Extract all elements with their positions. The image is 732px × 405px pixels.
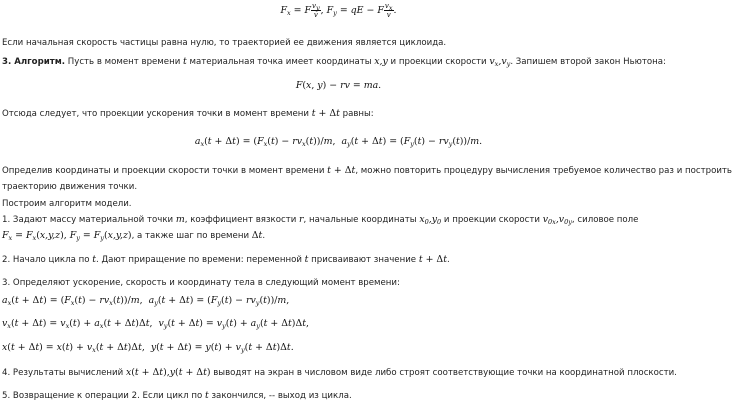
paragraph-repeat-cont: траекторию движения точки. <box>2 182 138 192</box>
paragraph-repeat: Определив координаты и проекции скорости точки в момент времени t + Δt, можно повторить процедуру вычисления требуемое количество раз и построить <box>2 165 732 176</box>
step-5: 5. Возвращение к операции 2. Если цикл по t закончился, -- выход из цикла. <box>2 390 352 401</box>
step-3: 3. Определяют ускорение, скорость и координату тела в следующий момент времени: <box>2 278 400 288</box>
paragraph-model: Построим алгоритм модели. <box>2 199 132 209</box>
formula-acceleration: $a_x(t + \Delta t) = (F_x(t) - rv_x(t))/m$, $a_y(t + \Delta t) = (F_y(t) - rv_y(t))/m$. <box>194 136 483 148</box>
algorithm-title: 3. Алгоритм. <box>2 57 66 67</box>
formula-newton: F(x, y) − rv = ma. <box>295 80 382 91</box>
step-4: 4. Результаты вычислений x(t + Δt),y(t + Δt) выводят на экран в числовом виде либо строят соответствующие точки на координатной плоскости. <box>2 367 677 378</box>
formula-step3-position: $x(t + \Delta t) = x(t) + v_x(t + \Delta t)\Delta t$, $y(t + \Delta t) = y(t) + v_y(t + \Delta t)\Delta t$. <box>2 342 294 354</box>
paragraph-zero-velocity: Если начальная скорость частицы равна нулю, то траекторией ее движения является циклоида. <box>2 38 447 48</box>
step-2: 2. Начало цикла по t. Дают приращение по времени: переменной t присваивают значение t + Δt. <box>2 254 450 265</box>
step-1: 1. Задают массу материальной точки m, коэффициент вязкости r, начальные координаты $x_0,y_0$ и проекции скорости $v_{0x},v_{0y}$, силовое поле <box>2 214 639 226</box>
algorithm-text: Пусть в момент времени t материальная точка имеет координаты x,y и проекции скорости $v_x,v_y$. Запишем второй закон Ньютона: <box>67 56 666 68</box>
formula-force-components: $F_x = F$ $\frac{v_y}{v}$ , $F_y$ = qE − F $\frac{v_x}{v}$ . <box>280 2 397 19</box>
algorithm-intro <box>2 56 666 67</box>
step-1-cont: $F_x = F_x(x,y,z)$, $F_y = F_y(x,y,z)$, а также шаг по времени Δt. <box>2 230 266 242</box>
paragraph-acceleration: Отсюда следует, что проекции ускорения точки в момент времени t + Δt равны: <box>2 108 374 119</box>
formula-step3-acceleration: $a_x(t + \Delta t) = (F_x(t) - rv_x(t))/m$, $a_y(t + \Delta t) = (F_y(t) - rv_y(t))/m$, <box>2 295 290 307</box>
formula-step3-velocity: $v_x(t + \Delta t) = v_x(t) + a_x(t + \Delta t)\Delta t$, $v_y(t + \Delta t) = v_y(t) + a_y(t + \Delta t)\Delta t$, <box>2 318 309 330</box>
